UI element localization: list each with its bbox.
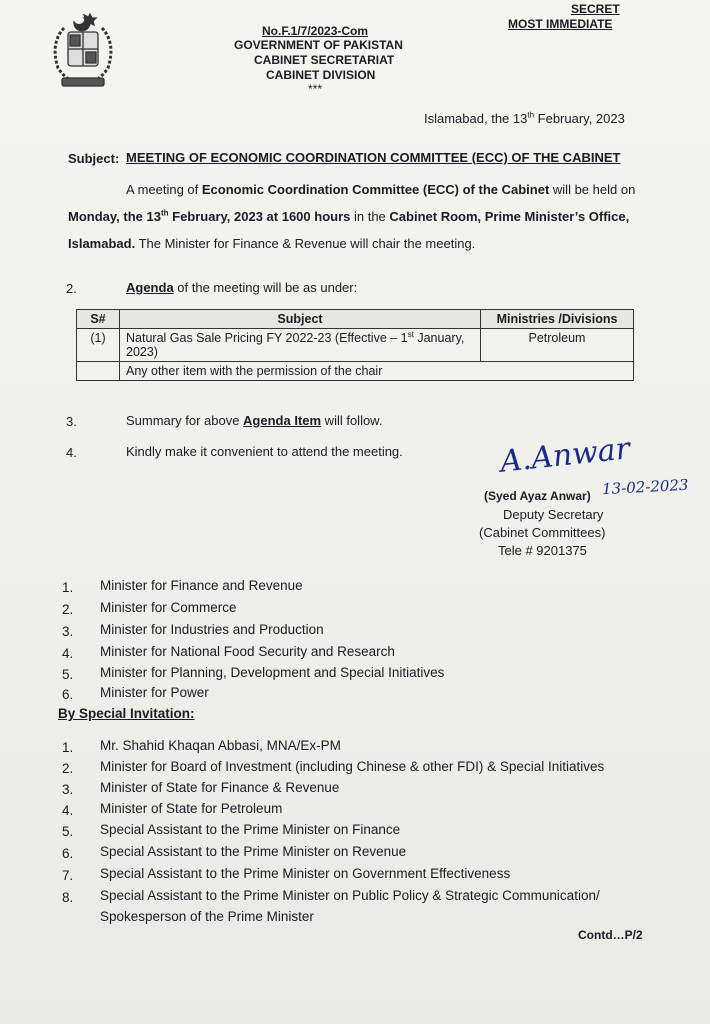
para4-number: 4.: [66, 445, 77, 460]
list-item: Special Assistant to the Prime Minister on Revenue: [100, 844, 407, 859]
list-item: Mr. Shahid Khaqan Abbasi, MNA/Ex-PM: [100, 738, 341, 753]
list-item-number: 1.: [62, 580, 74, 595]
list-item: Minister for Commerce: [100, 600, 237, 615]
para2-text: Agenda of the meeting will be as under:: [126, 280, 358, 295]
row2-sno: [77, 362, 120, 381]
reference-number: No.F.1/7/2023-Com: [262, 24, 369, 38]
agenda-table: [76, 309, 634, 381]
government-title: GOVERNMENT OF PAKISTAN: [234, 38, 403, 52]
para1-line2: Monday, the 13th February, 2023 at 1600 hours in the Cabinet Room, Prime Minister’s Office,: [68, 208, 630, 224]
signatory-tele: Tele # 9201375: [498, 543, 587, 558]
list-item-number: 7.: [62, 868, 74, 883]
state-emblem-icon: [40, 8, 126, 98]
row1-sno: (1): [77, 329, 120, 362]
list-item-number: 8.: [62, 890, 74, 905]
row1-subject: Natural Gas Sale Pricing FY 2022-23 (Effective – 1st January, 2023): [120, 329, 481, 362]
list-item-number: 5.: [62, 667, 74, 682]
list-item: Minister of State for Petroleum: [100, 801, 283, 816]
special-invitation-heading: By Special Invitation:: [58, 706, 195, 721]
para4-text: Kindly make it convenient to attend the meeting.: [126, 444, 403, 459]
table-row: [77, 329, 634, 362]
subject-label: Subject:: [68, 151, 120, 166]
list-item: Minister for Finance and Revenue: [100, 578, 303, 593]
list-item-number: 2.: [62, 602, 74, 617]
list-item-number: 6.: [62, 687, 74, 702]
list-item: Minister for National Food Security and Research: [100, 644, 395, 659]
table-header-row: [77, 310, 634, 329]
list-item-number: 4.: [62, 646, 74, 661]
list-item-number: 6.: [62, 846, 74, 861]
list-item: Minister of State for Finance & Revenue: [100, 780, 340, 795]
list-item-number: 3.: [62, 624, 74, 639]
subject-text: MEETING OF ECONOMIC COORDINATION COMMITTEE (ECC) OF THE CABINET: [126, 150, 621, 165]
signatory-name: (Syed Ayaz Anwar): [484, 489, 591, 503]
list-item: Special Assistant to the Prime Minister on Finance: [100, 822, 401, 837]
header-sno: S#: [77, 310, 120, 329]
list-item: Spokesperson of the Prime Minister: [100, 909, 314, 924]
list-item: Minister for Power: [100, 685, 209, 700]
para1-line1: A meeting of Economic Coordination Committee (ECC) of the Cabinet will be held on: [126, 182, 636, 197]
list-item: Minister for Industries and Production: [100, 622, 324, 637]
list-item-number: 4.: [62, 803, 74, 818]
header-subject: Subject: [120, 310, 481, 329]
table-row: [77, 362, 634, 381]
para3-number: 3.: [66, 414, 77, 429]
para1-line3: Islamabad. The Minister for Finance & Revenue will chair the meeting.: [68, 236, 476, 251]
list-item-number: 2.: [62, 761, 74, 776]
para2-number: 2.: [66, 281, 77, 296]
secretariat-title: CABINET SECRETARIAT: [254, 53, 395, 67]
priority-label: MOST IMMEDIATE: [508, 17, 613, 31]
continued-marker: Contd…P/2: [578, 928, 643, 942]
para3-text: Summary for above Agenda Item will follow.: [126, 413, 383, 428]
row2-subject: Any other item with the permission of the chair: [120, 362, 634, 381]
date-line: Islamabad, the 13th February, 2023: [424, 110, 625, 126]
division-title: CABINET DIVISION: [266, 68, 376, 82]
handwritten-date: 13-02-2023: [601, 475, 689, 499]
list-item: Minister for Planning, Development and Special Initiatives: [100, 665, 445, 680]
signatory-office: (Cabinet Committees): [479, 525, 606, 540]
signatory-designation: Deputy Secretary: [503, 507, 604, 522]
list-item-number: 3.: [62, 782, 74, 797]
handwritten-signature: A.Anwar: [498, 431, 632, 480]
list-item-number: 5.: [62, 824, 74, 839]
list-item: Minister for Board of Investment (including Chinese & other FDI) & Special Initiatives: [100, 759, 605, 774]
header-stars: ***: [308, 82, 323, 96]
list-item-number: 1.: [62, 740, 74, 755]
row1-ministry: Petroleum: [481, 329, 634, 362]
classification-label: SECRET: [571, 2, 620, 16]
list-item: Special Assistant to the Prime Minister on Public Policy & Strategic Communication/: [100, 888, 600, 903]
header-ministries: Ministries /Divisions: [481, 310, 634, 329]
list-item: Special Assistant to the Prime Minister on Government Effectiveness: [100, 866, 511, 881]
